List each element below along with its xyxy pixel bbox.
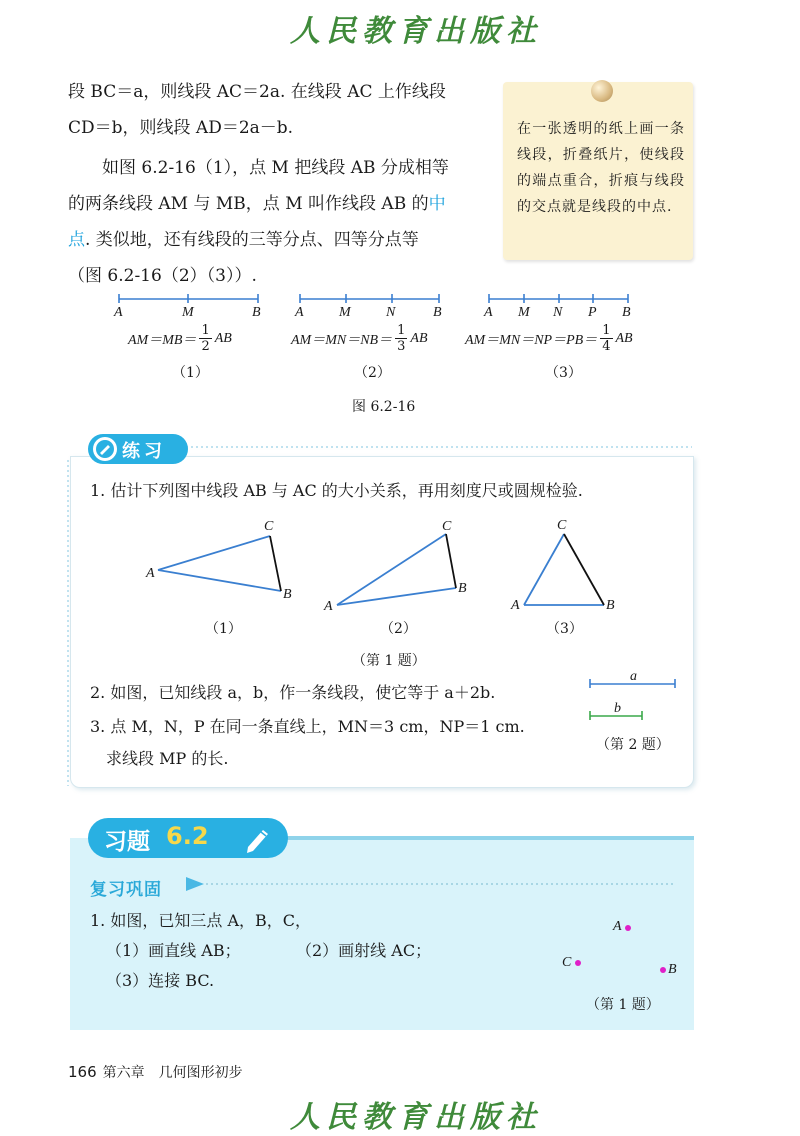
publisher-logo-bottom: 人民教育出版社 (290, 1100, 542, 1135)
side-note-text: 在一张透明的纸上画一条线段，折叠纸片，使线段的端点重合，折痕与线段的交点就是线段的中点. (517, 121, 685, 215)
tri-2-label-B: B (458, 581, 467, 596)
tri-3-label-B: B (606, 598, 615, 613)
tri-2-caption: （2） (380, 621, 417, 637)
label-3-M: M (518, 305, 530, 320)
homework-q1-item-3: （3）连接 BC. (106, 971, 215, 990)
label-3-A: A (484, 305, 493, 320)
paragraph-2-line-1: 如图 6.2-16（1），点 M 把线段 AB 分成相等 (102, 158, 449, 178)
point-B (660, 967, 666, 973)
tri-1-label-B: B (283, 587, 292, 602)
label-1-M: M (182, 305, 194, 320)
q2-label-a: a (630, 669, 637, 684)
tri-1-label-C: C (264, 519, 274, 534)
tri-3-caption: （3） (546, 621, 583, 637)
q2-label-b: b (614, 701, 621, 716)
point-C (575, 960, 581, 966)
formula-3: AM＝MN＝NP＝PB＝ 1 4 AB (465, 323, 633, 354)
tri-3-label-C: C (557, 518, 567, 533)
review-subheading: 复习巩固 (90, 880, 162, 900)
sub-caption-2: （2） (354, 365, 391, 381)
sub-caption-1: （1） (172, 365, 209, 381)
exercise-q3-line-2: 求线段 MP 的长. (106, 749, 229, 768)
exercise-tab-label: 练习 (122, 441, 166, 462)
q1-figure-caption: （第 1 题） (352, 653, 426, 669)
label-3-P: P (588, 305, 597, 320)
sub-caption-3: （3） (545, 365, 582, 381)
figure-caption: 图 6.2-16 (352, 399, 416, 415)
label-2-B: B (433, 305, 442, 320)
paragraph-1-line-1: 段 BC＝a，则线段 AC＝2a. 在线段 AC 上作线段 (68, 82, 446, 102)
label-3-N: N (553, 305, 563, 320)
chapter-title: 第六章 几何图形初步 (102, 1065, 243, 1081)
homework-title: 习题 (104, 829, 150, 855)
homework-number: 6.2 (166, 822, 209, 850)
page-footer (68, 1062, 243, 1082)
tri-2-label-A: A (324, 599, 333, 614)
label-2-A: A (295, 305, 304, 320)
tri-1-label-A: A (146, 566, 155, 581)
page-number: 166 (68, 1063, 97, 1081)
term-midpoint-char-2: 点 (68, 230, 85, 250)
q2-figure-caption: （第 2 题） (596, 737, 670, 753)
term-midpoint-char-1: 中 (428, 194, 446, 214)
paragraph-2-line-4: （图 6.2-16（2）（3））. (68, 266, 257, 286)
tri-1-caption: （1） (205, 621, 242, 637)
point-label-A: A (613, 919, 622, 934)
point-A (625, 925, 631, 931)
publisher-logo: 人民教育出版社 (290, 14, 542, 49)
label-3-B: B (622, 305, 631, 320)
paragraph-2-text: 的两条线段 AM 与 MB，点 M 叫作线段 AB 的 (68, 194, 429, 214)
label-1-B: B (252, 305, 261, 320)
exercise-q1: 1. 估计下列图中线段 AB 与 AC 的大小关系，再用刻度尺或圆规检验. (90, 481, 583, 500)
point-label-C: C (562, 955, 572, 970)
formula-1: AM＝MB＝ 1 2 AB (128, 323, 232, 354)
paragraph-2-text-3: . 类似地，还有线段的三等分点、四等分点等 (85, 230, 419, 250)
homework-q1-item-1: （1）画直线 AB； (106, 941, 241, 960)
exercise-q2: 2. 如图，已知线段 a，b，作一条线段，使它等于 a＋2b. (90, 683, 496, 702)
point-label-B: B (668, 962, 677, 977)
homework-q1: 1. 如图，已知三点 A，B，C， (90, 911, 311, 930)
paragraph-1-line-2: CD＝b，则线段 AD＝2a－b. (68, 118, 294, 138)
label-2-M: M (339, 305, 351, 320)
exercise-q3-line-1: 3. 点 M，N，P 在同一条直线上，MN＝3 cm，NP＝1 cm. (90, 717, 525, 736)
tri-3-label-A: A (511, 598, 520, 613)
homework-q1-item-2: （2）画射线 AC； (296, 941, 432, 960)
tri-2-label-C: C (442, 519, 452, 534)
formula-2: AM＝MN＝NB＝ 1 3 AB (291, 323, 428, 354)
label-2-N: N (386, 305, 396, 320)
label-1-A: A (114, 305, 123, 320)
homework-figure-caption: （第 1 题） (586, 997, 660, 1013)
